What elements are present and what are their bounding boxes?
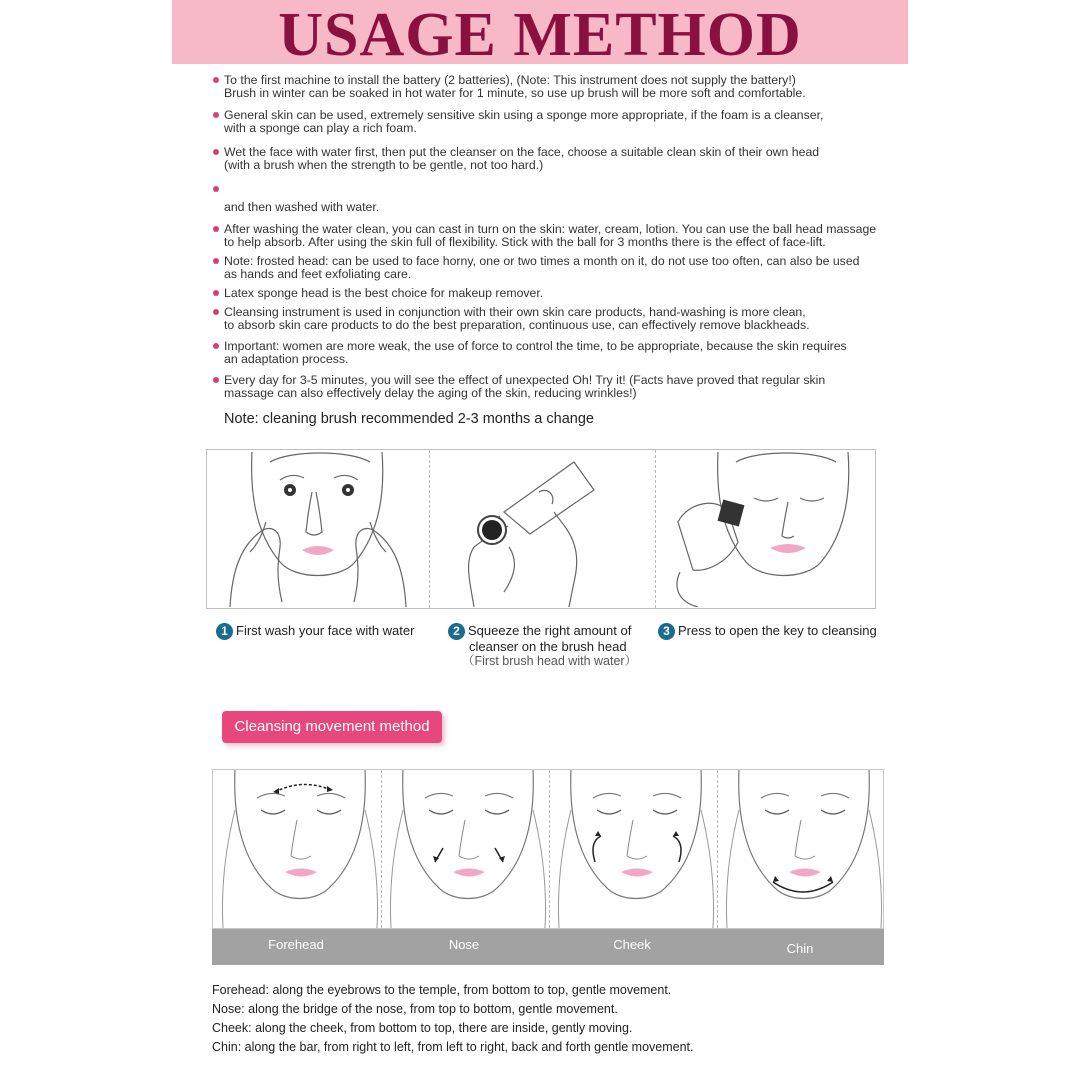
instruction-line: [224, 183, 912, 196]
step-number-badge: 2: [448, 623, 465, 640]
instruction-line: General skin can be used, extremely sensitive skin using a sponge more appropriate, if the foam is a cleanser,: [224, 108, 824, 122]
instruction-line: After washing the water clean, you can cast in turn on the skin: water, cream, lotion. You can use the ball head massage: [224, 222, 877, 236]
bullet-icon: [213, 149, 219, 155]
bullet-icon: [213, 112, 219, 118]
step-text: Press to open the key to cleansing: [678, 622, 877, 638]
instruction-item: [212, 74, 912, 100]
instruction-item: [212, 223, 912, 249]
instruction-line: Cleansing instrument is used in conjunction with their own skin care products, hand-washing is more clean,: [224, 305, 806, 319]
cleansing-movement-tab: [222, 711, 442, 743]
page-title: USAGE METHOD: [278, 1, 802, 69]
description-forehead: Forehead: along the eyebrows to the temple, from bottom to top, gentle movement.: [212, 983, 672, 997]
bullet-icon: [213, 309, 219, 315]
step-subtext: （First brush head with water）: [462, 654, 638, 668]
step-text: Squeeze the right amount of: [468, 622, 632, 638]
step-number-badge: 3: [658, 623, 675, 640]
instruction-item: [212, 109, 912, 135]
instruction-list: [212, 74, 912, 400]
title-banner: [172, 0, 908, 69]
instruction-line: as hands and feet exfoliating care.: [224, 267, 412, 281]
instruction-line: to absorb skin care products to do the best preparation, continuous use, can effectively remove blackheads.: [224, 318, 810, 332]
bullet-icon: [213, 343, 219, 349]
description-nose: Nose: along the bridge of the nose, from top to bottom, gentle movement.: [212, 1002, 618, 1016]
step-2-caption: [448, 623, 637, 668]
instruction-line: Latex sponge head is the best choice for makeup remover.: [224, 286, 544, 300]
description-cheek: Cheek: along the cheek, from bottom to top, there are inside, gently moving.: [212, 1021, 633, 1035]
bullet-icon: [213, 186, 219, 192]
panel-divider: [429, 450, 430, 608]
instruction-line: with a sponge can play a rich foam.: [224, 121, 417, 135]
instruction-item: [212, 374, 912, 400]
press-key-illustration: [658, 452, 874, 607]
movement-faces-illustration: [213, 770, 883, 928]
instruction-item: [212, 306, 912, 332]
step-1-caption: [216, 623, 414, 640]
instruction-line: massage can also effectively delay the aging of the skin, reducing wrinkles!): [224, 386, 637, 400]
bullet-icon: [213, 258, 219, 264]
movement-label-forehead: Forehead: [268, 937, 324, 952]
instruction-line: To the first machine to install the battery (2 batteries), (Note: This instrument does not supply the battery!): [224, 73, 796, 87]
step-number-badge: 1: [216, 623, 233, 640]
movement-label-cheek: Cheek: [613, 937, 651, 952]
bullet-icon: [213, 377, 219, 383]
instruction-item: [212, 255, 912, 281]
movement-descriptions: [212, 981, 694, 1057]
instruction-line: Note: frosted head: can be used to face horny, one or two times a month on it, do not use too often, can also be used: [224, 254, 860, 268]
instruction-line: Wet the face with water first, then put the cleanser on the face, choose a suitable clean skin of their own head: [224, 145, 820, 159]
bullet-icon: [213, 77, 219, 83]
movement-label-nose: Nose: [448, 937, 480, 952]
step-text: First wash your face with water: [236, 622, 415, 638]
panel-divider: [655, 450, 656, 608]
instruction-line: (with a brush when the strength to be gentle, not too hard.): [224, 158, 544, 172]
step-text-line2: cleanser on the brush head: [469, 639, 627, 654]
instruction-line: Every day for 3-5 minutes, you will see the effect of unexpected Oh! Try it! (Facts have proved that regular skin: [224, 373, 826, 387]
instruction-item: [212, 183, 912, 214]
brush-change-note: Note: cleaning brush recommended 2-3 months a change: [224, 411, 594, 427]
bullet-icon: [213, 226, 219, 232]
instruction-line: Important: women are more weak, the use of force to control the time, to be appropriate, because the skin requires: [224, 339, 847, 353]
step-3-caption: [658, 623, 877, 640]
bullet-icon: [213, 290, 219, 296]
instruction-item: [212, 340, 912, 366]
face-washing-illustration: [210, 452, 426, 607]
instruction-line: and then washed with water.: [224, 200, 380, 214]
movement-title: Cleansing movement method: [234, 718, 430, 735]
instruction-line: to help absorb. After using the skin full of flexibility. Stick with the ball for 3 months there is the effect of face-lift.: [224, 235, 826, 249]
instruction-line: an adaptation process.: [224, 352, 349, 366]
description-chin: Chin: along the bar, from right to left, from left to right, back and forth gentle movement.: [212, 1040, 694, 1054]
instruction-line: Brush in winter can be soaked in hot water for 1 minute, so use up brush will be more soft and comfortable.: [224, 86, 806, 100]
instruction-item: [212, 146, 912, 172]
instruction-item: [212, 287, 912, 300]
movement-label-chin: Chin: [786, 941, 814, 956]
squeeze-cleanser-illustration: [434, 452, 650, 607]
